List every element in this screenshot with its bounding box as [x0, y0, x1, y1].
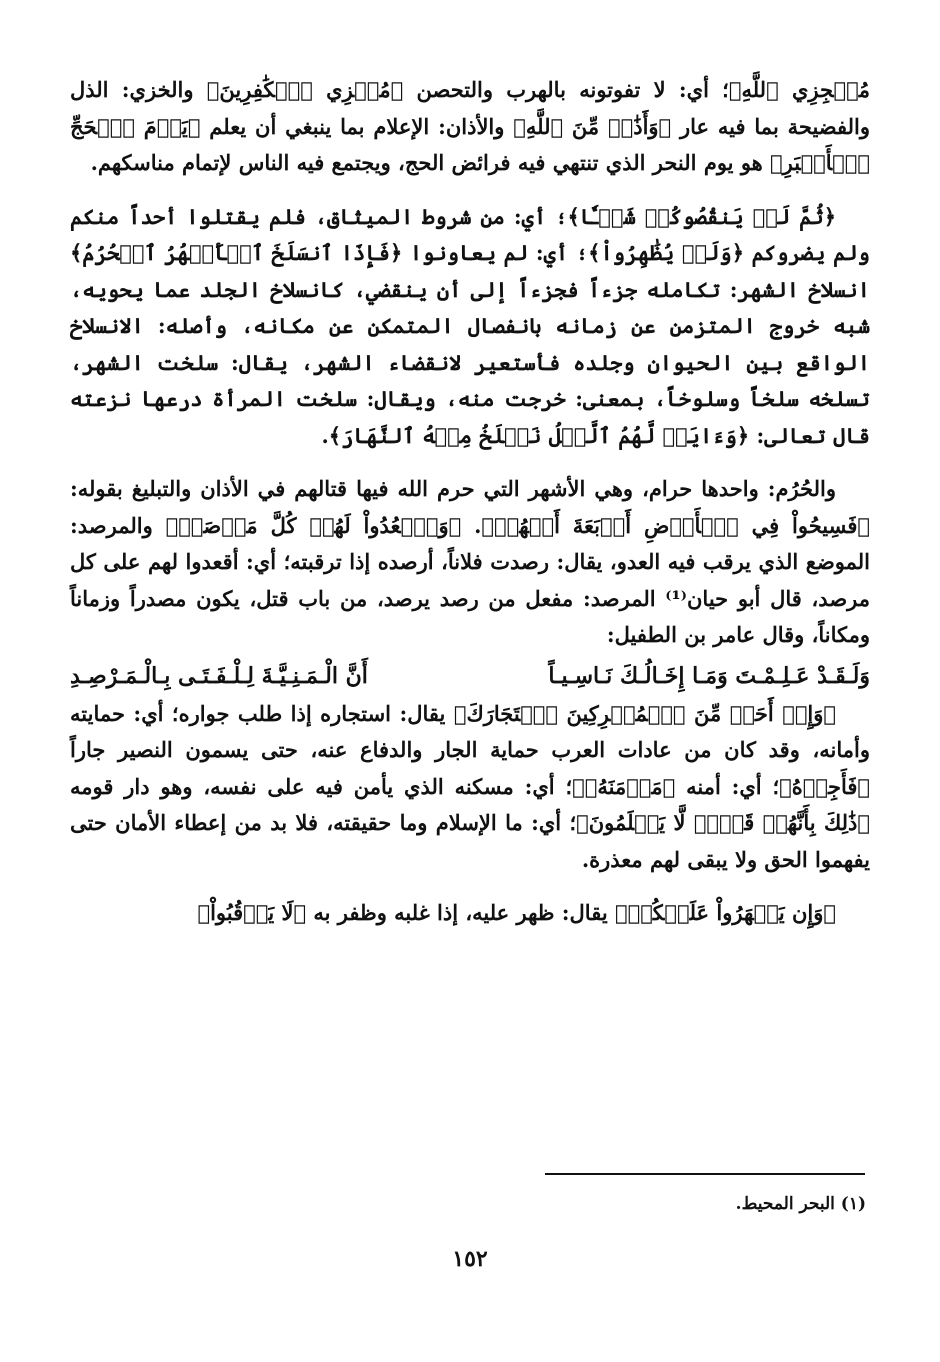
verse-first-hemistich: وَلَـقَـدْ عَـلِـمْـتَ وَمَـا إِخَـالُـكَ نَـاسِـيـاً — [548, 662, 870, 689]
footnote-separator — [545, 1173, 865, 1175]
paragraph-gap — [70, 878, 870, 895]
paragraph-gap — [70, 182, 870, 199]
page-body — [70, 72, 870, 932]
paragraph-gap — [70, 454, 870, 471]
paragraph-4: ﴿وَإِنۡ أَحَدٞ مِّنَ ٱلۡمُشۡرِكِينَ ٱسۡتَجَارَكَ﴾ يقال: استجاره إذا طلب جواره؛ أي: حمايته وأمانه، وقد كان من عادات العرب حماية الجار والدفاع عنه، حتى يسمون النصير جاراً ﴿فَأَجِرۡهُ﴾؛ أي: أمنه ﴿مَأۡمَنَهُۥ﴾؛ أي: مسكنه الذي يأمن فيه على نفسه، وهو دار قومه ﴿ذَٰلِكَ بِأَنَّهُمۡ قَوۡمٞ لَّا يَعۡلَمُونَ﴾؛ أي: ما الإسلام وما حقيقته، فلا بد من إعطاء الأمان حتى يفهموا الحق ولا يبقى لهم معذرة. — [70, 700, 870, 872]
paragraph-3: والحُرُم: واحدها حرام، وهي الأشهر التي حرم الله فيها قتالهم في الأذان والتبليغ بقوله: ﴿فَسِيحُواْ فِي ٱلۡأَرۡضِ أَرۡبَعَةَ أَشۡهُرٖ﴾. ﴿وَٱقۡعُدُواْ لَهُمۡ كُلَّ مَرۡصَدٖ﴾ والمرصد: الموضع الذي يرقب فيه العدو، يقال: رصدت فلاناً، أرصده إذا ترقبته؛ أي: أقعدوا لهم على كل مرصد، قال أبو حيان⁽¹⁾ المرصد: مفعل من رصد يرصد، من باب قتل، يكون مصدراً وزماناً ومكاناً، وقال عامر بن الطفيل: — [70, 476, 870, 647]
verse-second-hemistich: أَنَّ الْـمَـنِـيَّـةَ لِـلْـفَـتَـى بِـالْـمَـرْصِـدِ — [70, 662, 368, 689]
paragraph-5: ﴿وَإِن يَظۡهَرُواْ عَلَيۡكُمۡ﴾ يقال: ظهر عليه، إذا غلبه وظفر به ﴿لَا يَرۡقُبُواْ﴾ — [197, 900, 836, 925]
page-number: ١٥٢ — [452, 1246, 488, 1272]
footnote: (١) البحر المحيط. — [735, 1194, 866, 1214]
paragraph-2: ﴿ثُمَّ لَمۡ يَنقُصُوكُمۡ شَيۡـٔٗا﴾؛ أي: من شروط الميثاق، فلم يقتلوا أحداً منكم ولم يضروكم ﴿وَلَمۡ يُظَٰهِرُواْ﴾؛ أي: لم يعاونوا ﴿فَإِذَا ٱنسَلَخَ ٱلۡأَشۡهُرُ ٱلۡحُرُمُ﴾ انسلاخ الشهر: تكامله جزءاً فجزءاً إلى أن ينقضي، كانسلاخ الجلد عما يحويه، شبه خروج المتزمن عن زمانه بانفصال المتمكن عن مكانه، وأصله: الانسلاخ الواقع بين الحيوان وجلده فأستعير لانقضاء الشهر، يقال: سلخت الشهر، تسلخه سلخاً وسلوخاً، بمعنى: خرجت منه، ويقال: سلخت المرأة درعها نزعته قال تعالى: ﴿وَءَايَةٞ لَّهُمُ ٱلَّيۡلُ نَسۡلَخُ مِنۡهُ ٱلنَّهَارَ﴾. — [70, 203, 870, 448]
poetry-verse — [70, 656, 870, 696]
paragraph-1: مُعۡجِزِي ٱللَّهِ﴾؛ أي: لا تفوتونه بالهرب والتحصن ﴿مُخۡزِي ٱلۡكَٰفِرِينَ﴾ والخزي: الذل والفضيحة بما فيه عار ﴿وَأَذَٰنٞ مِّنَ ٱللَّهِ﴾ والأذان: الإعلام بما ينبغي أن يعلم ﴿يَوۡمَ ٱلۡحَجِّ ٱلۡأَكۡبَرِ﴾ هو يوم النحر الذي تنتهي فيه فرائض الحج، ويجتمع فيه الناس لإتمام مناسكهم. — [70, 77, 870, 175]
